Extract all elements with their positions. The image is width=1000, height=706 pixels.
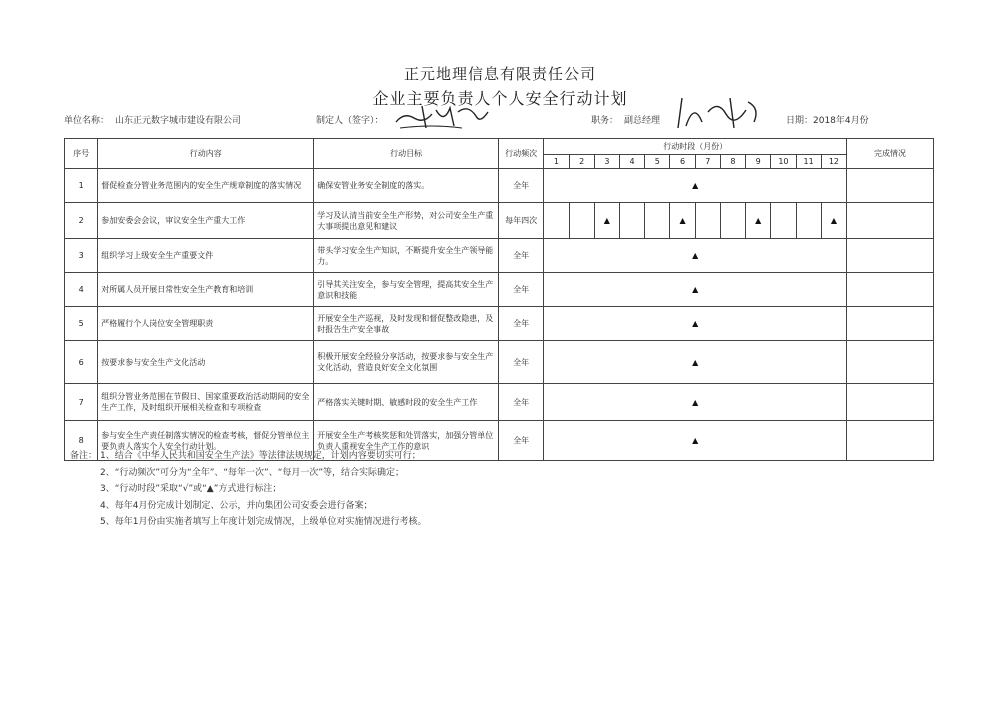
month-header: 1 — [544, 155, 569, 169]
row-goal: 开展安全生产考核奖惩和处罚落实，加强分管单位负责人重视安全生产工作的意识 — [314, 421, 499, 461]
row-content: 对所属人员开展日常性安全生产教育和培训 — [98, 273, 314, 307]
header-result: 完成情况 — [847, 139, 934, 169]
month-cell — [569, 203, 594, 239]
row-result — [847, 307, 934, 341]
row-seq: 5 — [65, 307, 98, 341]
note-item: 1、结合《中华人民共和国安全生产法》等法律法规规定，计划内容要切实可行； — [100, 451, 421, 461]
maker-label: 制定人（签字）： — [316, 116, 384, 126]
row-seq: 8 — [65, 421, 98, 461]
position-label: 职务： — [591, 116, 619, 126]
row-frequency: 全年 — [498, 307, 543, 341]
month-header: 6 — [670, 155, 695, 169]
schedule-mark: ▲ — [594, 203, 619, 239]
month-cell — [645, 203, 670, 239]
month-header: 4 — [619, 155, 644, 169]
row-seq: 6 — [65, 341, 98, 384]
row-result — [847, 273, 934, 307]
notes-label: 备注： — [70, 451, 98, 461]
unit-name-field — [64, 113, 241, 126]
month-header: 9 — [746, 155, 771, 169]
header-schedule: 行动时段（月份） — [544, 139, 847, 155]
row-seq: 3 — [65, 239, 98, 273]
schedule-mark: ▲ — [544, 421, 847, 461]
row-content: 组织学习上级安全生产重要文件 — [98, 239, 314, 273]
schedule-mark: ▲ — [821, 203, 846, 239]
row-goal: 确保安管业务安全制度的落实。 — [314, 169, 499, 203]
table-row — [65, 307, 934, 341]
month-header: 12 — [821, 155, 846, 169]
row-result — [847, 341, 934, 384]
document-title: 企业主要负责人个人安全行动计划 — [372, 89, 628, 108]
row-frequency: 全年 — [498, 384, 543, 421]
row-frequency: 每年四次 — [498, 203, 543, 239]
month-header: 5 — [645, 155, 670, 169]
row-result — [847, 169, 934, 203]
note-item: 2、“行动频次”可分为“全年”、“每年一次”、“每月一次”等，结合实际确定； — [100, 467, 405, 478]
month-cell — [619, 203, 644, 239]
table-row — [65, 169, 934, 203]
unit-name-value: 山东正元数字城市建设有限公司 — [115, 116, 242, 126]
month-header: 11 — [796, 155, 821, 169]
maker-field — [316, 113, 384, 126]
position-value: 副总经理 — [624, 116, 661, 126]
maker-signature — [392, 98, 492, 134]
action-plan-table — [64, 138, 934, 461]
row-result — [847, 203, 934, 239]
month-cell — [796, 203, 821, 239]
schedule-mark: ▲ — [544, 384, 847, 421]
row-seq: 7 — [65, 384, 98, 421]
row-result — [847, 239, 934, 273]
month-header: 7 — [695, 155, 720, 169]
schedule-mark: ▲ — [670, 203, 695, 239]
schedule-mark: ▲ — [544, 307, 847, 341]
table-row — [65, 239, 934, 273]
row-seq: 4 — [65, 273, 98, 307]
row-frequency: 全年 — [498, 239, 543, 273]
row-goal: 严格落实关键时期、敏感时段的安全生产工作 — [314, 384, 499, 421]
row-content: 组织分管业务范围在节假日、国家重要政治活动期间的安全生产工作，及时组织开展相关检查和专项检查 — [98, 384, 314, 421]
row-content: 参与安全生产责任制落实情况的检查考核，督促分管单位主要负责人落实个人安全行动计划。 — [98, 421, 314, 461]
row-content: 按要求参与安全生产文化活动 — [98, 341, 314, 384]
row-goal: 带头学习安全生产知识，不断提升安全生产领导能力。 — [314, 239, 499, 273]
note-item: 3、“行动时段”采取“√”或“▲”方式进行标注； — [100, 484, 282, 494]
schedule-mark: ▲ — [544, 273, 847, 307]
row-goal: 引导其关注安全，参与安全管理，提高其安全生产意识和技能 — [314, 273, 499, 307]
month-cell — [720, 203, 745, 239]
schedule-mark: ▲ — [746, 203, 771, 239]
header-content: 行动内容 — [98, 139, 314, 169]
row-frequency: 全年 — [498, 169, 543, 203]
unit-name-label: 单位名称： — [64, 116, 110, 126]
row-result — [847, 421, 934, 461]
note-item: 5、每年1月份由实施者填写上年度计划完成情况，上级单位对实施情况进行考核。 — [100, 517, 427, 527]
row-content: 参加安委会会议，审议安全生产重大工作 — [98, 203, 314, 239]
table-row — [65, 273, 934, 307]
schedule-mark: ▲ — [544, 341, 847, 384]
month-cell — [695, 203, 720, 239]
date-field: 日期：2018年4月份 — [786, 116, 869, 126]
row-content: 严格履行个人岗位安全管理职责 — [98, 307, 314, 341]
schedule-mark: ▲ — [544, 239, 847, 273]
row-result — [847, 384, 934, 421]
note-item: 4、每年4月份完成计划制定、公示，并向集团公司安委会进行备案； — [100, 500, 373, 511]
schedule-mark: ▲ — [544, 169, 847, 203]
month-cell — [771, 203, 796, 239]
company-name: 正元地理信息有限责任公司 — [403, 65, 596, 83]
table-row — [65, 384, 934, 421]
table-row — [65, 203, 934, 239]
header-seq: 序号 — [65, 139, 98, 169]
month-header: 2 — [569, 155, 594, 169]
position-signature — [668, 92, 768, 134]
row-frequency: 全年 — [498, 273, 543, 307]
header-frequency: 行动频次 — [498, 139, 543, 169]
row-seq: 2 — [65, 203, 98, 239]
month-header: 8 — [720, 155, 745, 169]
row-frequency: 全年 — [498, 421, 543, 461]
row-content: 督促检查分管业务范围内的安全生产规章制度的落实情况 — [98, 169, 314, 203]
month-cell — [544, 203, 569, 239]
row-seq: 1 — [65, 169, 98, 203]
table-row — [65, 341, 934, 384]
row-frequency: 全年 — [498, 341, 543, 384]
month-header: 10 — [771, 155, 796, 169]
position-field — [591, 113, 660, 126]
row-goal: 开展安全生产巡视，及时发现和督促整改隐患，及时报告生产安全事故 — [314, 307, 499, 341]
notes-section — [70, 448, 426, 531]
row-goal: 积极开展安全经验分享活动，按要求参与安全生产文化活动，营造良好安全文化氛围 — [314, 341, 499, 384]
row-goal: 学习及认清当前安全生产形势，对公司安全生产重大事项提出意见和建议 — [314, 203, 499, 239]
header-goal: 行动目标 — [314, 139, 499, 169]
month-header: 3 — [594, 155, 619, 169]
